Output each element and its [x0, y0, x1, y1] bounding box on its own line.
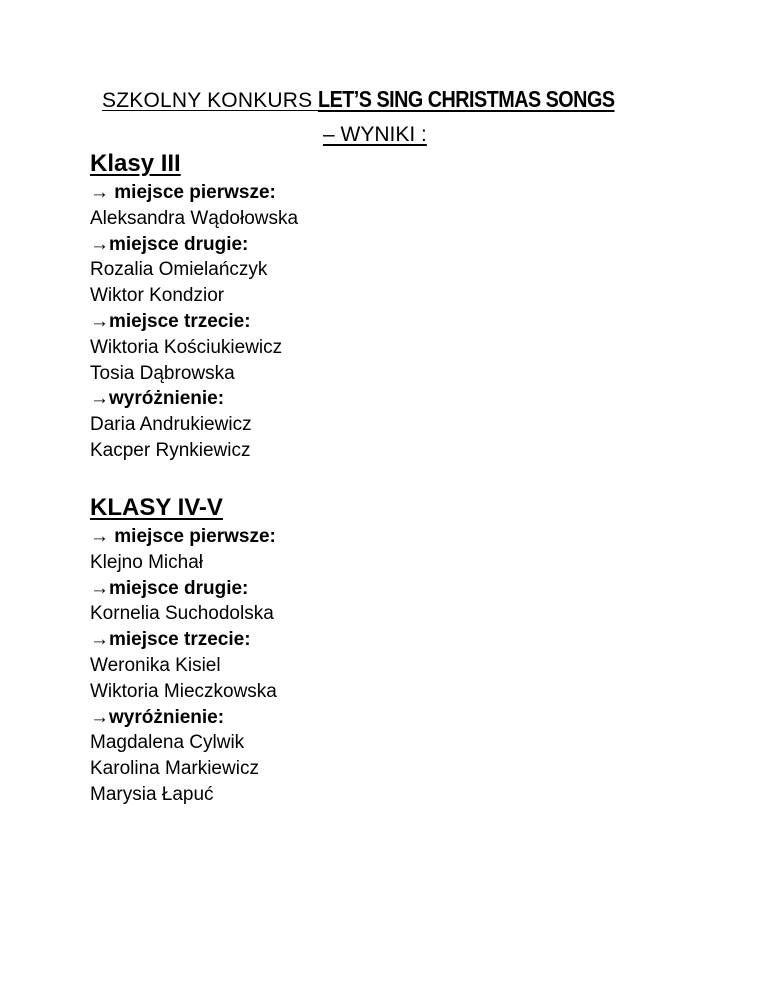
section-heading: KLASY IV-V — [90, 494, 223, 521]
place-label: → miejsce pierwsze: — [90, 526, 276, 547]
winner-name: Marysia Łapuć — [90, 783, 214, 805]
winner-name: Kacper Rynkiewicz — [90, 439, 251, 461]
winner-name: Klejno Michał — [90, 551, 203, 573]
winner-name: Wiktoria Mieczkowska — [90, 680, 277, 702]
title-highlight: LET’S SING CHRISTMAS SONGS — [318, 86, 615, 112]
place-label: →miejsce drugie: — [90, 577, 249, 599]
section-heading: Klasy III — [90, 150, 181, 177]
place-label: →wyróżnienie: — [90, 706, 225, 728]
winner-name: Tosia Dąbrowska — [90, 362, 235, 384]
winner-name: Aleksandra Wądołowska — [90, 207, 299, 229]
section-klasy-iv-v — [90, 492, 690, 808]
winner-name: Kornelia Suchodolska — [90, 603, 274, 625]
document-title — [102, 86, 663, 113]
place-label: →miejsce drugie: — [90, 233, 249, 255]
winner-name: Daria Andrukiewicz — [90, 414, 252, 436]
section-klasy-iii — [90, 148, 690, 464]
winner-name: Wiktoria Kościukiewicz — [90, 336, 283, 358]
document-subtitle: – WYNIKI : — [323, 123, 427, 146]
title-prefix: SZKOLNY KONKURS — [102, 89, 319, 112]
winner-name: Wiktor Kondzior — [90, 285, 225, 307]
place-label: → miejsce pierwsze: — [90, 182, 276, 203]
winner-name: Karolina Markiewicz — [90, 758, 259, 780]
place-label: →miejsce trzecie: — [90, 629, 251, 651]
winner-name: Rozalia Omielańczyk — [90, 259, 268, 281]
place-label: →wyróżnienie: — [90, 388, 225, 410]
winner-name: Weronika Kisiel — [90, 654, 221, 676]
winner-name: Magdalena Cylwik — [90, 732, 245, 754]
place-label: →miejsce trzecie: — [90, 310, 251, 332]
